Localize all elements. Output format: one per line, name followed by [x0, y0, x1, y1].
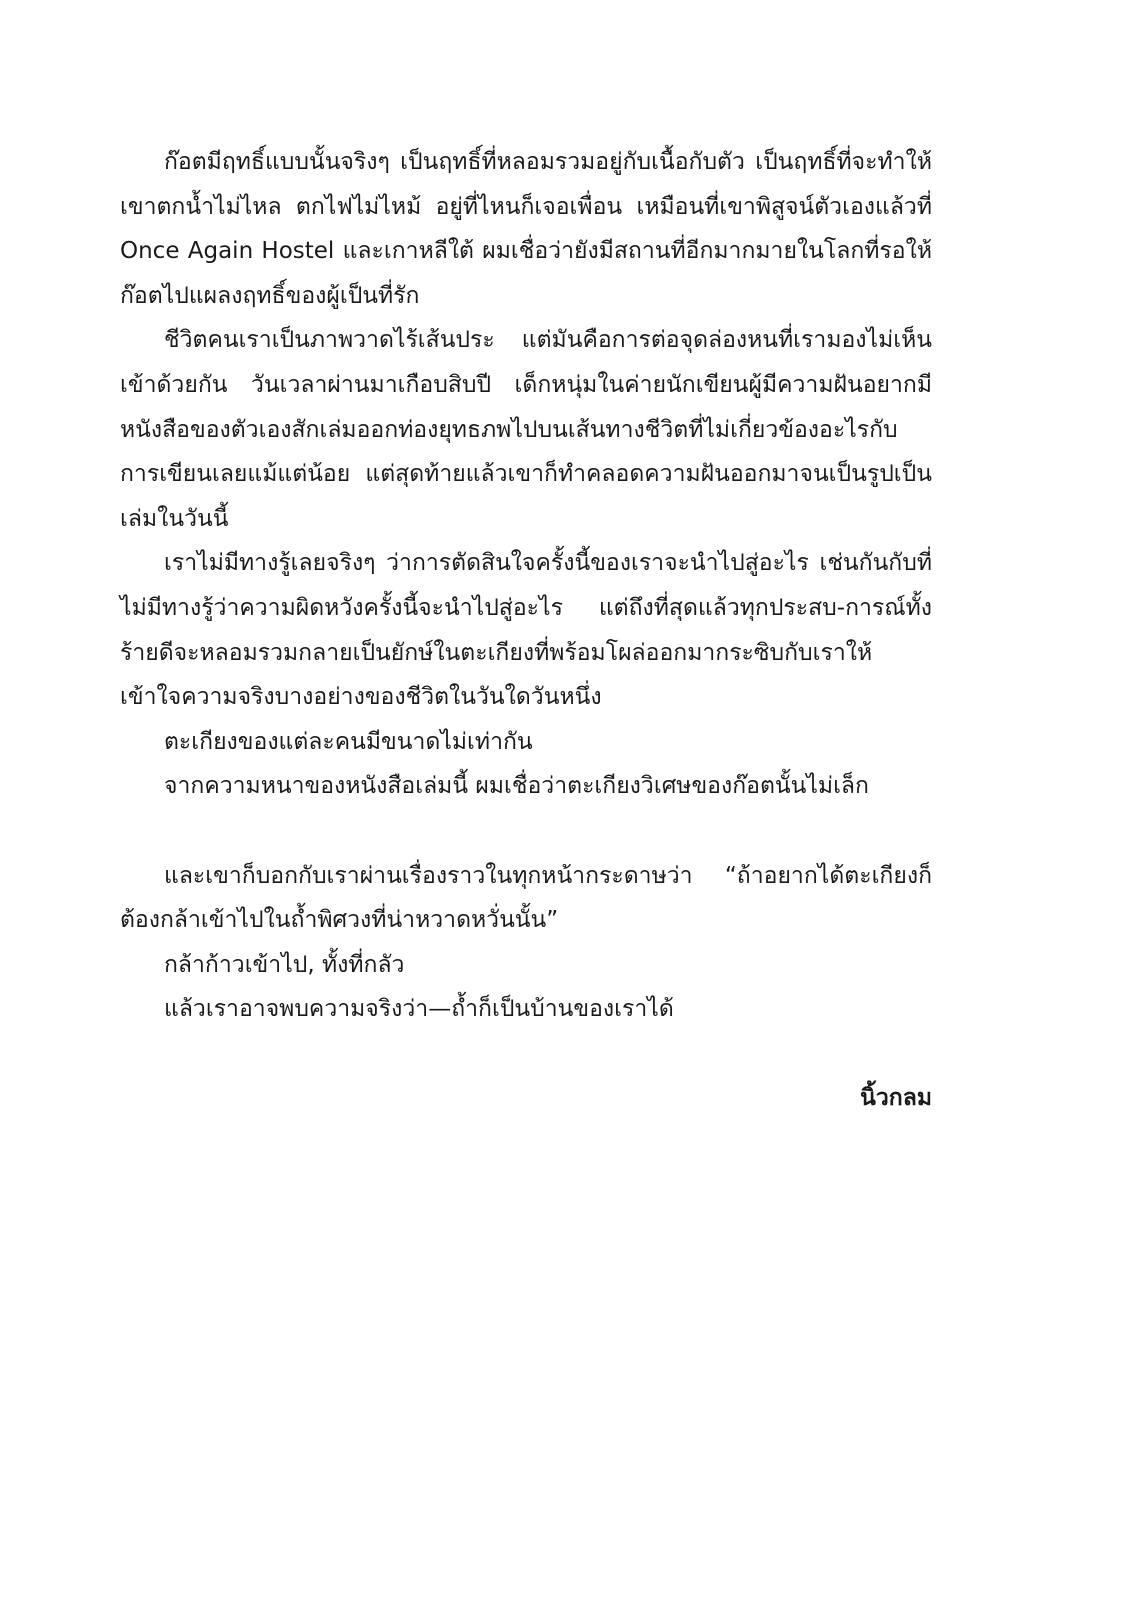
author-signature: นิ้วกลม: [860, 1085, 932, 1112]
short-line-2: จากความหนาของหนังสือเล่มนี้ ผมเชื่อว่าตะเกียงวิเศษของก๊อตนั้นไม่เล็ก: [164, 773, 869, 800]
paragraph-2: ชีวิตคนเราเป็นภาพวาดไร้เส้นประ แต่มันคือการต่อจุดล่องหนที่เรามองไม่เห็นเข้าด้วยกัน วันเวลาผ่านมาเกือบสิบปี เด็กหนุ่มในค่ายนักเขียนผู้มีความฝันอยากมีหนังสือของตัวเองสักเล่มออกท่องยุทธภพไปบนเส้นทางชีวิตที่ไม่เกี่ยวข้องอะไรกับการเขียนเลยแม้แต่น้อย แต่สุดท้ายแล้วเขาก็ทำคลอดความฝันออกมาจนเป็นรูปเป็นเล่มในวันนี้: [120, 327, 932, 532]
blank-line: [120, 809, 932, 854]
body-text: [120, 140, 932, 1121]
short-line-4: แล้วเราอาจพบความจริงว่า—ถ้ำก็เป็นบ้านของเราได้: [164, 996, 674, 1023]
closing-paragraph: และเขาก็บอกกับเราผ่านเรื่องราวในทุกหน้ากระดาษว่า “ถ้าอยากได้ตะเกียงก็ต้องกล้าเข้าไปในถ้ำพิศวงที่น่าหวาดหวั่นนั้น”: [120, 862, 932, 934]
short-line-1: ตะเกียงของแต่ละคนมีขนาดไม่เท่ากัน: [164, 728, 533, 755]
paragraph-1: ก๊อตมีฤทธิ์แบบนั้นจริงๆ เป็นฤทธิ์ที่หลอมรวมอยู่กับเนื้อกับตัว เป็นฤทธิ์ที่จะทำให้เขาตกน้ำไม่ไหล ตกไฟไม่ไหม้ อยู่ที่ไหนก็เจอเพื่อน เหมือนที่เขาพิสูจน์ตัวเองแล้วที่ Once Again Hostel และเกาหลีใต้ ผมเชื่อว่ายังมีสถานที่อีกมากมายในโลกที่รอให้ก๊อตไปแผลงฤทธิ์ของผู้เป็นที่รัก: [120, 149, 932, 309]
short-line-3: กล้าก้าวเข้าไป, ทั้งที่กลัว: [164, 951, 405, 978]
paragraph-3: เราไม่มีทางรู้เลยจริงๆ ว่าการตัดสินใจครั้งนี้ของเราจะนำไปสู่อะไร เช่นกันกับที่ไม่มีทางรู้ว่าความผิดหวังครั้งนี้จะนำไปสู่อะไร แต่ถึงที่สุดแล้วทุกประสบ-การณ์ทั้งร้ายดีจะหลอมรวมกลายเป็นยักษ์ในตะเกียงที่พร้อมโผล่ออกมากระซิบกับเราให้เข้าใจความจริงบางอย่างของชีวิตในวันใดวันหนึ่ง: [120, 550, 932, 711]
